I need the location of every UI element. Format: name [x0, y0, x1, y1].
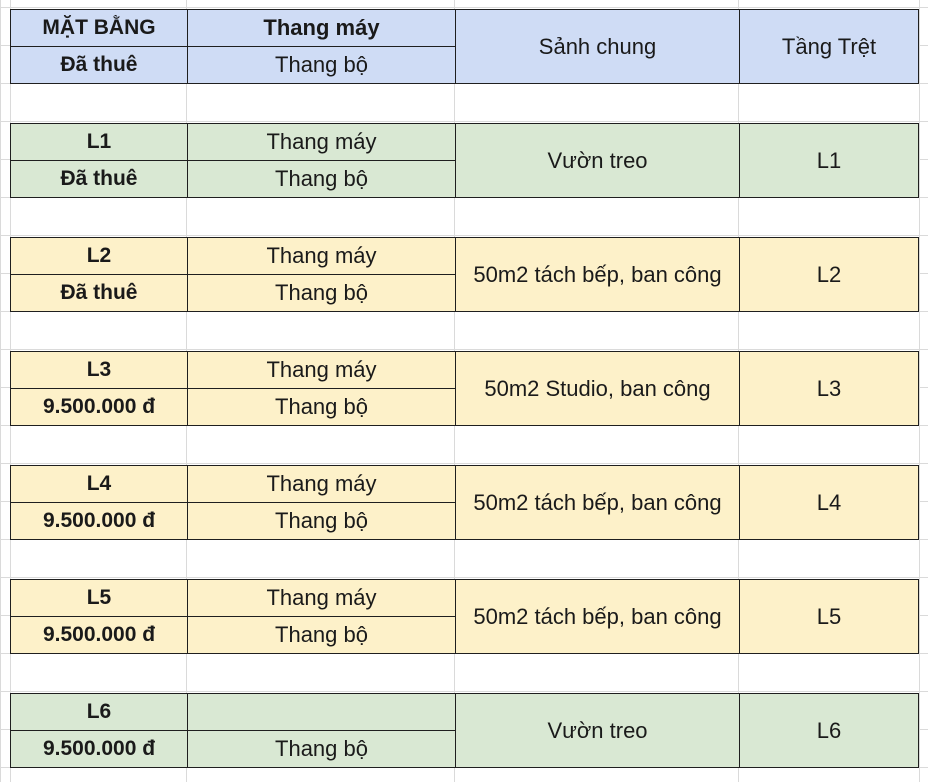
- floor-cell[interactable]: L2: [739, 238, 918, 311]
- description-cell[interactable]: 50m2 Studio, ban công: [455, 352, 739, 425]
- description-cell[interactable]: 50m2 tách bếp, ban công: [455, 238, 739, 311]
- floor-cell[interactable]: L6: [739, 694, 918, 767]
- elevator-cell[interactable]: [187, 694, 455, 731]
- floor-row-l4: [10, 465, 919, 540]
- stairs-cell[interactable]: Thang bộ: [187, 617, 455, 653]
- price-cell[interactable]: 9.500.000 đ: [42, 395, 156, 418]
- floor-row-ground: [10, 9, 919, 84]
- elevator-cell[interactable]: Thang máy: [187, 124, 455, 161]
- rent-status-cell[interactable]: Đã thuê: [60, 53, 138, 76]
- stairs-cell[interactable]: Thang bộ: [187, 161, 455, 197]
- floor-cell[interactable]: L5: [739, 580, 918, 653]
- floor-row-l3: [10, 351, 919, 426]
- stairs-cell[interactable]: Thang bộ: [187, 47, 455, 83]
- floor-row-l1: [10, 123, 919, 198]
- elevator-cell[interactable]: Thang máy: [187, 580, 455, 617]
- floor-cell[interactable]: L4: [739, 466, 918, 539]
- floor-label-cell[interactable]: L3: [11, 352, 187, 389]
- description-cell[interactable]: 50m2 tách bếp, ban công: [455, 466, 739, 539]
- description-cell[interactable]: Vườn treo: [455, 124, 739, 197]
- elevator-cell[interactable]: Thang máy: [187, 238, 455, 275]
- stairs-cell[interactable]: Thang bộ: [187, 275, 455, 311]
- floor-label-cell[interactable]: L5: [11, 580, 187, 617]
- elevator-cell[interactable]: Thang máy: [187, 466, 455, 503]
- floor-label-cell[interactable]: MẶT BẰNG: [11, 10, 187, 47]
- floor-cell[interactable]: L3: [739, 352, 918, 425]
- price-cell[interactable]: 9.500.000 đ: [42, 623, 156, 646]
- floor-label-cell[interactable]: L4: [11, 466, 187, 503]
- floor-row-l6: [10, 693, 919, 768]
- floor-cell[interactable]: L1: [739, 124, 918, 197]
- floor-label-cell[interactable]: L6: [11, 694, 187, 731]
- floor-label-cell[interactable]: L2: [11, 238, 187, 275]
- stairs-cell[interactable]: Thang bộ: [187, 503, 455, 539]
- floor-cell[interactable]: Tầng Trệt: [739, 10, 918, 83]
- elevator-cell[interactable]: Thang máy: [187, 352, 455, 389]
- description-cell[interactable]: 50m2 tách bếp, ban công: [455, 580, 739, 653]
- column-gridline: [919, 0, 920, 782]
- rent-status-cell[interactable]: Đã thuê: [60, 167, 138, 190]
- floor-label-cell[interactable]: L1: [11, 124, 187, 161]
- price-cell[interactable]: 9.500.000 đ: [42, 509, 156, 532]
- stairs-cell[interactable]: Thang bộ: [187, 389, 455, 425]
- elevator-cell[interactable]: Thang máy: [187, 10, 455, 47]
- floor-row-l2: [10, 237, 919, 312]
- floor-row-l5: [10, 579, 919, 654]
- description-cell[interactable]: Sảnh chung: [455, 10, 739, 83]
- description-cell[interactable]: Vườn treo: [455, 694, 739, 767]
- price-cell[interactable]: 9.500.000 đ: [42, 737, 156, 760]
- rent-status-cell[interactable]: Đã thuê: [60, 281, 138, 304]
- stairs-cell[interactable]: Thang bộ: [187, 731, 455, 767]
